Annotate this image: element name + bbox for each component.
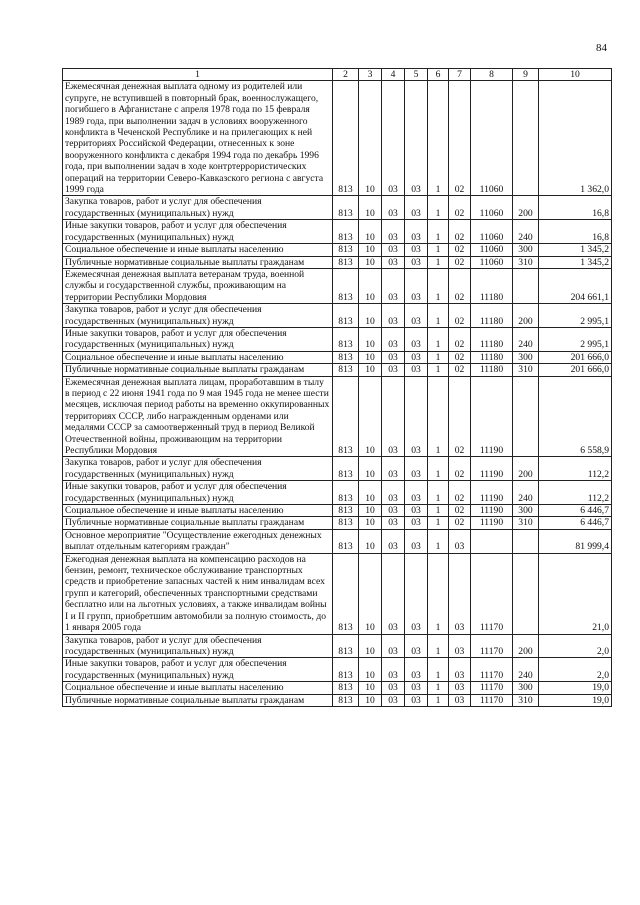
- code-cell: 1: [428, 304, 449, 328]
- amount-cell: 2,0: [539, 634, 612, 658]
- header-row: [63, 69, 612, 81]
- code-cell: 11180: [471, 327, 513, 351]
- row-description: Публичные нормативные социальные выплаты гражданам: [63, 364, 333, 376]
- code-cell: 813: [333, 682, 359, 694]
- table-row: [63, 196, 612, 220]
- code-cell: 11170: [471, 634, 513, 658]
- code-cell: 02: [449, 457, 471, 481]
- code-cell: 10: [359, 658, 382, 682]
- code-cell: [513, 268, 539, 303]
- code-cell: 03: [405, 517, 428, 529]
- code-cell: 300: [513, 351, 539, 363]
- code-cell: 310: [513, 694, 539, 706]
- code-cell: 813: [333, 364, 359, 376]
- code-cell: 813: [333, 81, 359, 196]
- column-header: 7: [449, 69, 471, 81]
- code-cell: 10: [359, 376, 382, 457]
- code-cell: 10: [359, 517, 382, 529]
- amount-cell: 1 345,2: [539, 244, 612, 256]
- code-cell: 1: [428, 220, 449, 244]
- code-cell: 03: [449, 694, 471, 706]
- code-cell: 1: [428, 244, 449, 256]
- code-cell: 03: [382, 256, 405, 268]
- row-description: Публичные нормативные социальные выплаты гражданам: [63, 694, 333, 706]
- code-cell: [513, 81, 539, 196]
- code-cell: 200: [513, 634, 539, 658]
- code-cell: 02: [449, 481, 471, 505]
- code-cell: 03: [382, 304, 405, 328]
- table-row: [63, 256, 612, 268]
- code-cell: 11190: [471, 457, 513, 481]
- code-cell: 03: [382, 196, 405, 220]
- code-cell: 03: [449, 634, 471, 658]
- code-cell: 03: [382, 634, 405, 658]
- row-description: Публичные нормативные социальные выплаты гражданам: [63, 517, 333, 529]
- code-cell: 11180: [471, 304, 513, 328]
- code-cell: 1: [428, 517, 449, 529]
- code-cell: 1: [428, 505, 449, 517]
- code-cell: 200: [513, 457, 539, 481]
- code-cell: 813: [333, 244, 359, 256]
- amount-cell: 112,2: [539, 457, 612, 481]
- table-row: [63, 658, 612, 682]
- code-cell: 813: [333, 658, 359, 682]
- code-cell: 813: [333, 268, 359, 303]
- code-cell: 813: [333, 196, 359, 220]
- code-cell: 10: [359, 682, 382, 694]
- code-cell: 1: [428, 268, 449, 303]
- code-cell: 10: [359, 268, 382, 303]
- code-cell: 03: [382, 81, 405, 196]
- amount-cell: 1 362,0: [539, 81, 612, 196]
- code-cell: 1: [428, 682, 449, 694]
- code-cell: 240: [513, 658, 539, 682]
- code-cell: [513, 376, 539, 457]
- code-cell: 03: [382, 364, 405, 376]
- table-row: [63, 244, 612, 256]
- code-cell: 02: [449, 196, 471, 220]
- code-cell: 1: [428, 481, 449, 505]
- amount-cell: 2,0: [539, 658, 612, 682]
- code-cell: 02: [449, 220, 471, 244]
- code-cell: 03: [405, 81, 428, 196]
- table-row: [63, 634, 612, 658]
- code-cell: 200: [513, 304, 539, 328]
- column-header: 3: [359, 69, 382, 81]
- row-description: Социальное обеспечение и иные выплаты населению: [63, 682, 333, 694]
- table-row: [63, 682, 612, 694]
- code-cell: 11060: [471, 81, 513, 196]
- table-row: [63, 220, 612, 244]
- row-description: Иные закупки товаров, работ и услуг для обеспечения государственных (муниципальных) нужд: [63, 658, 333, 682]
- code-cell: 02: [449, 81, 471, 196]
- code-cell: 813: [333, 694, 359, 706]
- amount-cell: 201 666,0: [539, 351, 612, 363]
- code-cell: 03: [382, 327, 405, 351]
- code-cell: 11060: [471, 244, 513, 256]
- column-header: 6: [428, 69, 449, 81]
- code-cell: 03: [382, 268, 405, 303]
- code-cell: 03: [405, 505, 428, 517]
- code-cell: 10: [359, 481, 382, 505]
- code-cell: 10: [359, 553, 382, 634]
- code-cell: 03: [449, 658, 471, 682]
- code-cell: 10: [359, 256, 382, 268]
- column-header: 10: [539, 69, 612, 81]
- code-cell: 02: [449, 256, 471, 268]
- code-cell: 1: [428, 351, 449, 363]
- code-cell: 813: [333, 376, 359, 457]
- amount-cell: 19,0: [539, 682, 612, 694]
- row-description: Закупка товаров, работ и услуг для обеспечения государственных (муниципальных) нужд: [63, 196, 333, 220]
- code-cell: 300: [513, 244, 539, 256]
- code-cell: 240: [513, 220, 539, 244]
- table-row: [63, 351, 612, 363]
- table-row: [63, 553, 612, 634]
- amount-cell: 204 661,1: [539, 268, 612, 303]
- row-description: Основное мероприятие "Осуществление ежегодных денежных выплат отдельным категориям граждан": [63, 529, 333, 553]
- amount-cell: 19,0: [539, 694, 612, 706]
- code-cell: 1: [428, 658, 449, 682]
- code-cell: 03: [405, 529, 428, 553]
- page-number: 84: [596, 42, 607, 54]
- budget-table: [62, 68, 612, 707]
- code-cell: 10: [359, 196, 382, 220]
- code-cell: 813: [333, 634, 359, 658]
- code-cell: 10: [359, 304, 382, 328]
- table-row: [63, 304, 612, 328]
- code-cell: 813: [333, 220, 359, 244]
- code-cell: 03: [382, 481, 405, 505]
- code-cell: 813: [333, 517, 359, 529]
- row-description: Закупка товаров, работ и услуг для обеспечения государственных (муниципальных) нужд: [63, 304, 333, 328]
- code-cell: 03: [405, 268, 428, 303]
- code-cell: 813: [333, 351, 359, 363]
- code-cell: 10: [359, 364, 382, 376]
- code-cell: 11170: [471, 553, 513, 634]
- code-cell: [513, 553, 539, 634]
- code-cell: 11190: [471, 376, 513, 457]
- code-cell: 03: [382, 694, 405, 706]
- code-cell: 813: [333, 481, 359, 505]
- code-cell: 03: [405, 694, 428, 706]
- table-row: [63, 327, 612, 351]
- code-cell: 02: [449, 505, 471, 517]
- amount-cell: 21,0: [539, 553, 612, 634]
- row-description: Закупка товаров, работ и услуг для обеспечения государственных (муниципальных) нужд: [63, 457, 333, 481]
- code-cell: 1: [428, 81, 449, 196]
- table-row: [63, 481, 612, 505]
- amount-cell: 201 666,0: [539, 364, 612, 376]
- code-cell: 03: [405, 376, 428, 457]
- code-cell: 1: [428, 364, 449, 376]
- row-description: Иные закупки товаров, работ и услуг для обеспечения государственных (муниципальных) нужд: [63, 220, 333, 244]
- code-cell: 03: [382, 682, 405, 694]
- code-cell: 11060: [471, 256, 513, 268]
- code-cell: 813: [333, 327, 359, 351]
- code-cell: 03: [382, 351, 405, 363]
- code-cell: 10: [359, 244, 382, 256]
- code-cell: 03: [405, 658, 428, 682]
- code-cell: 10: [359, 505, 382, 517]
- code-cell: 03: [382, 220, 405, 244]
- code-cell: 10: [359, 634, 382, 658]
- code-cell: 10: [359, 220, 382, 244]
- code-cell: 10: [359, 351, 382, 363]
- code-cell: [471, 529, 513, 553]
- column-header: 1: [63, 69, 333, 81]
- code-cell: 813: [333, 553, 359, 634]
- code-cell: 03: [405, 327, 428, 351]
- code-cell: 300: [513, 682, 539, 694]
- code-cell: 11060: [471, 196, 513, 220]
- row-description: Ежемесячная денежная выплата ветеранам труда, военной службы и государственной службы, проживающим на территории Республики Мордовия: [63, 268, 333, 303]
- code-cell: 11180: [471, 351, 513, 363]
- row-description: Социальное обеспечение и иные выплаты населению: [63, 351, 333, 363]
- code-cell: 02: [449, 376, 471, 457]
- code-cell: 1: [428, 327, 449, 351]
- row-description: Ежемесячная денежная выплата лицам, проработавшим в тылу в период с 22 июня 1941 года по 9 мая 1945 года не менее шести месяцев, исключая период работы на временно оккупированных территориях СССР, либо награжденным орденами или медалями СССР за самоотверженный труд в период Великой Отечественной войны, проживающим на территории Республики Мордовия: [63, 376, 333, 457]
- code-cell: 11170: [471, 682, 513, 694]
- code-cell: 03: [405, 256, 428, 268]
- row-description: Иные закупки товаров, работ и услуг для обеспечения государственных (муниципальных) нужд: [63, 481, 333, 505]
- code-cell: 03: [405, 553, 428, 634]
- table-row: [63, 81, 612, 196]
- code-cell: 03: [405, 220, 428, 244]
- column-header: 2: [333, 69, 359, 81]
- code-cell: 03: [382, 376, 405, 457]
- code-cell: 03: [405, 304, 428, 328]
- code-cell: 1: [428, 196, 449, 220]
- code-cell: 10: [359, 457, 382, 481]
- code-cell: 813: [333, 457, 359, 481]
- code-cell: 240: [513, 481, 539, 505]
- code-cell: 11180: [471, 364, 513, 376]
- code-cell: 03: [382, 244, 405, 256]
- table-row: [63, 457, 612, 481]
- code-cell: 11170: [471, 694, 513, 706]
- code-cell: 03: [405, 244, 428, 256]
- amount-cell: 6 558,9: [539, 376, 612, 457]
- table-row: [63, 268, 612, 303]
- code-cell: 03: [449, 682, 471, 694]
- amount-cell: 81 999,4: [539, 529, 612, 553]
- table-row: [63, 694, 612, 706]
- row-description: Иные закупки товаров, работ и услуг для обеспечения государственных (муниципальных) нужд: [63, 327, 333, 351]
- code-cell: 310: [513, 256, 539, 268]
- code-cell: 03: [382, 505, 405, 517]
- code-cell: 02: [449, 244, 471, 256]
- code-cell: 1: [428, 376, 449, 457]
- amount-cell: 2 995,1: [539, 327, 612, 351]
- code-cell: 1: [428, 457, 449, 481]
- code-cell: 03: [449, 529, 471, 553]
- code-cell: 10: [359, 81, 382, 196]
- code-cell: 10: [359, 694, 382, 706]
- code-cell: 240: [513, 327, 539, 351]
- code-cell: 300: [513, 505, 539, 517]
- code-cell: [513, 529, 539, 553]
- code-cell: 1: [428, 694, 449, 706]
- amount-cell: 112,2: [539, 481, 612, 505]
- amount-cell: 1 345,2: [539, 256, 612, 268]
- code-cell: 02: [449, 364, 471, 376]
- table-row: [63, 376, 612, 457]
- code-cell: 11190: [471, 481, 513, 505]
- code-cell: 11190: [471, 505, 513, 517]
- code-cell: 813: [333, 529, 359, 553]
- code-cell: 1: [428, 256, 449, 268]
- column-header: 5: [405, 69, 428, 81]
- code-cell: 03: [382, 529, 405, 553]
- column-header: 8: [471, 69, 513, 81]
- table-row: [63, 505, 612, 517]
- code-cell: 02: [449, 304, 471, 328]
- table-row: [63, 529, 612, 553]
- code-cell: 310: [513, 517, 539, 529]
- row-description: Закупка товаров, работ и услуг для обеспечения государственных (муниципальных) нужд: [63, 634, 333, 658]
- table-row: [63, 517, 612, 529]
- code-cell: 1: [428, 553, 449, 634]
- code-cell: 1: [428, 529, 449, 553]
- code-cell: 03: [405, 481, 428, 505]
- code-cell: 310: [513, 364, 539, 376]
- column-header: 4: [382, 69, 405, 81]
- code-cell: 02: [449, 268, 471, 303]
- code-cell: 03: [405, 364, 428, 376]
- code-cell: 03: [382, 553, 405, 634]
- code-cell: 813: [333, 505, 359, 517]
- code-cell: 03: [449, 553, 471, 634]
- code-cell: 03: [405, 196, 428, 220]
- code-cell: 03: [382, 517, 405, 529]
- code-cell: 03: [382, 457, 405, 481]
- amount-cell: 2 995,1: [539, 304, 612, 328]
- row-description: Ежемесячная денежная выплата одному из родителей или супруге, не вступившей в повторный брак, военнослужащего, погибшего в Афганистане с апреля 1978 года по 15 февраля 1989 года, при выполнении задач в условиях вооруженного конфликта в Чеченской Республике и на прилегающих к ней территориях Российской Федерации, отнесенных к зоне вооруженного конфликта с декабря 1994 года по декабрь 1996 года, при выполнении задач в ходе контртеррористических операций на территории Северо-Кавказского региона с августа 1999 года: [63, 81, 333, 196]
- row-description: Социальное обеспечение и иные выплаты населению: [63, 505, 333, 517]
- code-cell: 02: [449, 327, 471, 351]
- code-cell: 11190: [471, 517, 513, 529]
- code-cell: 03: [405, 457, 428, 481]
- column-header: 9: [513, 69, 539, 81]
- code-cell: 1: [428, 634, 449, 658]
- table-row: [63, 364, 612, 376]
- code-cell: 03: [405, 351, 428, 363]
- code-cell: 03: [405, 634, 428, 658]
- code-cell: 200: [513, 196, 539, 220]
- code-cell: 11060: [471, 220, 513, 244]
- row-description: Ежегодная денежная выплата на компенсацию расходов на бензин, ремонт, техническое обслуживание транспортных средств и приобретение запасных частей к ним инвалидам всех групп и категорий, обеспеченных транспортными средствами бесплатно или на льготных условиях, а также инвалидам войны I и II групп, приобретшим автомобили за полную стоимость, до 1 января 2005 года: [63, 553, 333, 634]
- code-cell: 10: [359, 529, 382, 553]
- code-cell: 11180: [471, 268, 513, 303]
- code-cell: 813: [333, 256, 359, 268]
- amount-cell: 16,8: [539, 196, 612, 220]
- amount-cell: 16,8: [539, 220, 612, 244]
- code-cell: 813: [333, 304, 359, 328]
- code-cell: 10: [359, 327, 382, 351]
- amount-cell: 6 446,7: [539, 517, 612, 529]
- row-description: Публичные нормативные социальные выплаты гражданам: [63, 256, 333, 268]
- row-description: Социальное обеспечение и иные выплаты населению: [63, 244, 333, 256]
- code-cell: 03: [382, 658, 405, 682]
- amount-cell: 6 446,7: [539, 505, 612, 517]
- code-cell: 03: [405, 682, 428, 694]
- code-cell: 11170: [471, 658, 513, 682]
- code-cell: 02: [449, 351, 471, 363]
- code-cell: 02: [449, 517, 471, 529]
